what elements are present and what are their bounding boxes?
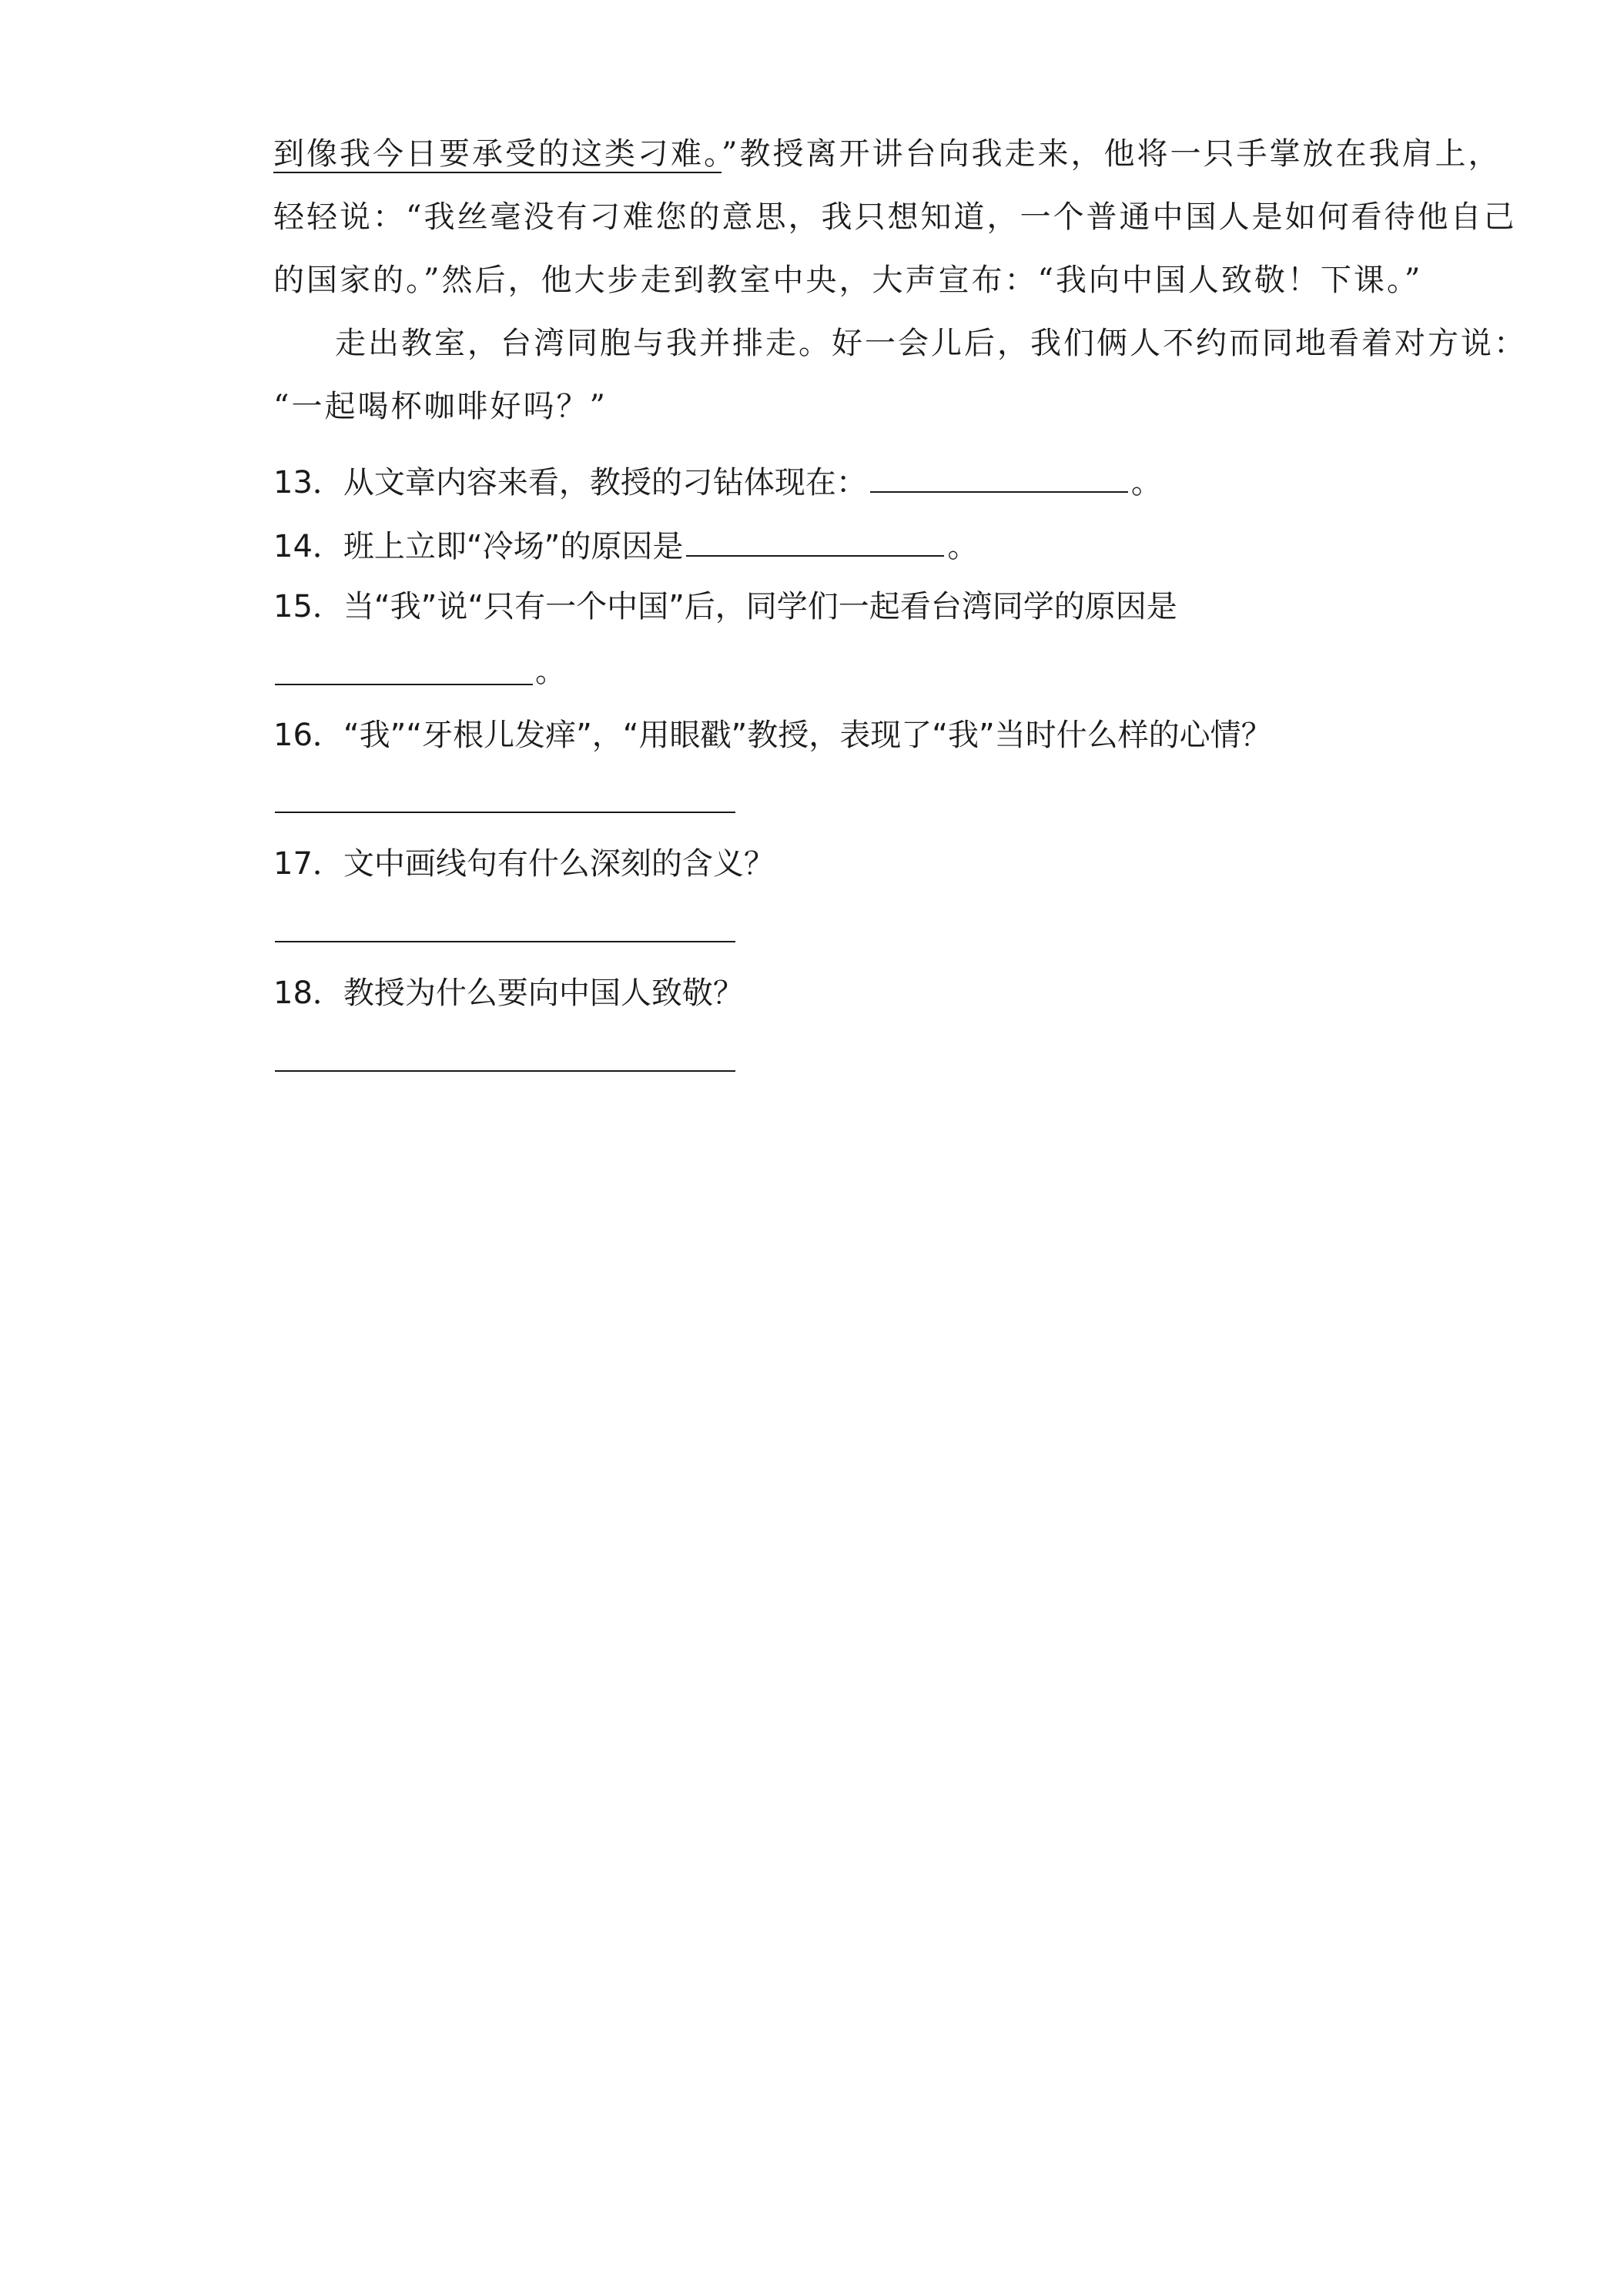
- question-14-answer-blank[interactable]: [686, 520, 944, 557]
- passage-line-5: “一起喝杯咖啡好吗？”: [273, 389, 608, 424]
- passage-line-1-rest: ”教授离开讲台向我走来，他将一只手掌放在我肩上，: [722, 136, 1502, 172]
- question-18-answer-line[interactable]: [275, 1070, 735, 1072]
- question-13-text: 13．从文章内容来看，教授的刁钻体现在：: [273, 465, 867, 500]
- question-13-end: 。: [1130, 465, 1162, 500]
- question-13: [273, 456, 1162, 506]
- passage-line-1: [273, 131, 1501, 177]
- question-14: [273, 520, 978, 570]
- question-15-answer-blank[interactable]: [275, 684, 533, 685]
- question-16-answer-line[interactable]: [275, 812, 735, 813]
- question-17: 17．文中画线句有什么深刻的含义？: [273, 846, 775, 882]
- passage-line-4: 走出教室，台湾同胞与我并排走。好一会儿后，我们俩人不约而同地看着对方说：: [335, 326, 1527, 361]
- question-15-end: 。: [535, 654, 566, 689]
- question-14-text: 14．班上立即“冷场”的原因是: [273, 529, 684, 564]
- question-16: 16．“我”“牙根儿发痒”，“用眼戳”教授，表现了“我”当时什么样的心情？: [273, 718, 1272, 753]
- question-17-answer-line[interactable]: [275, 941, 735, 942]
- question-18: 18．教授为什么要向中国人致敬？: [273, 976, 744, 1011]
- question-14-end: 。: [947, 529, 979, 564]
- question-13-answer-blank[interactable]: [870, 456, 1128, 493]
- underlined-sentence: 到像我今日要承受的这类刁难。: [273, 136, 722, 172]
- passage-line-3: 的国家的。”然后，他大步走到教室中央，大声宣布：“我向中国人致敬！下课。”: [273, 263, 1423, 298]
- passage-line-2: 轻轻说：“我丝毫没有刁难您的意思，我只想知道，一个普通中国人是如何看待他自己: [273, 199, 1517, 235]
- question-15: 15．当“我”说“只有一个中国”后，同学们一起看台湾同学的原因是: [273, 589, 1177, 624]
